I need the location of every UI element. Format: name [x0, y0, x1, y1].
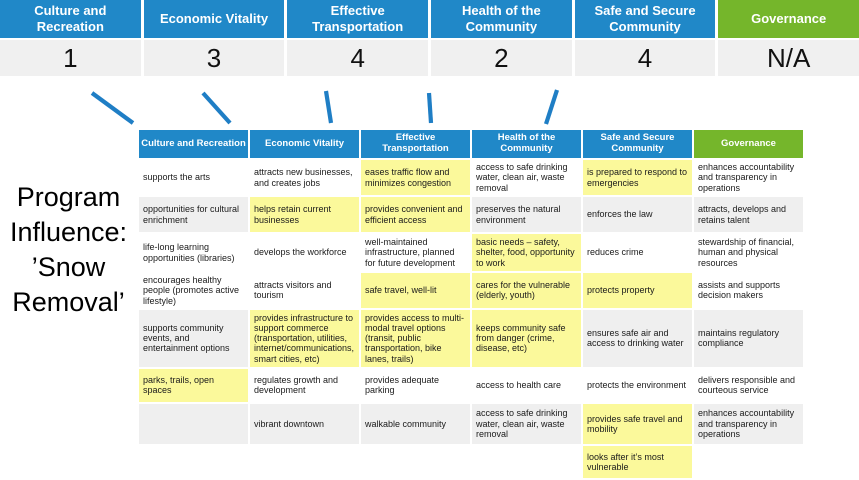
matrix-cell: walkable community	[360, 403, 471, 445]
matrix-cell: opportunities for cultural enrichment	[138, 196, 249, 233]
matrix-cell-highlighted: basic needs – safety, shelter, food, opportunity to work	[471, 233, 582, 272]
matrix-row-8	[138, 445, 804, 479]
matrix-cell: encourages healthy people (promotes active lifestyle)	[138, 272, 249, 309]
matrix-cell-highlighted: provides infrastructure to support commerce (transportation, utilities, internet/communications, smart cities, etc)	[249, 309, 360, 368]
matrix-cell: enforces the law	[582, 196, 693, 233]
matrix-cell: access to health care	[471, 368, 582, 403]
matrix-row-7	[138, 403, 804, 445]
matrix-cell-highlighted: eases traffic flow and minimizes congestion	[360, 159, 471, 196]
matrix-cell: access to safe drinking water, clean air, waste removal	[471, 403, 582, 445]
score-safe-and-secure-community: 4	[575, 40, 716, 76]
program-label-line: Influence:	[9, 217, 128, 248]
matrix-cell: supports the arts	[138, 159, 249, 196]
matrix-cell: attracts visitors and tourism	[249, 272, 360, 309]
matrix-body	[138, 159, 804, 479]
score-band	[0, 40, 859, 76]
matrix-cell: regulates growth and development	[249, 368, 360, 403]
matrix-row-2	[138, 196, 804, 233]
matrix-cell: enhances accountability and transparency in operations	[693, 403, 804, 445]
matrix-row-1	[138, 159, 804, 196]
score-effective-transportation: 4	[287, 40, 428, 76]
matrix-cell-highlighted: cares for the vulnerable (elderly, youth)	[471, 272, 582, 309]
score-health-of-the-community: 2	[431, 40, 572, 76]
matrix-column-header-health-of-the-community: Health of the Community	[471, 129, 582, 159]
score-culture-and-recreation: 1	[0, 40, 141, 76]
influence-arrow-5	[546, 90, 557, 124]
matrix-cell	[138, 403, 249, 445]
matrix-column-header-culture-and-recreation: Culture and Recreation	[138, 129, 249, 159]
matrix-row-6	[138, 368, 804, 403]
matrix-cell	[249, 445, 360, 479]
matrix-cell-highlighted: looks after it’s most vulnerable	[582, 445, 693, 479]
program-label-line: ’Snow	[31, 252, 106, 283]
matrix-cell: provides adequate parking	[360, 368, 471, 403]
matrix-header	[138, 129, 804, 159]
matrix-cell: develops the workforce	[249, 233, 360, 272]
matrix-cell: enhances accountability and transparency in operations	[693, 159, 804, 196]
matrix-cell: stewardship of financial, human and physical resources	[693, 233, 804, 272]
matrix-cell: ensures safe air and access to drinking water	[582, 309, 693, 368]
matrix-cell: vibrant downtown	[249, 403, 360, 445]
matrix-cell: attracts new businesses, and creates jobs	[249, 159, 360, 196]
matrix-row-4	[138, 272, 804, 309]
matrix-cell-highlighted: provides access to multi-modal travel options (transit, public transportation, bike lanes, trails)	[360, 309, 471, 368]
influence-arrow-4	[429, 93, 431, 123]
category-header-health-of-the-community: Health of the Community	[431, 0, 572, 38]
matrix-column-header-safe-and-secure-community: Safe and Secure Community	[582, 129, 693, 159]
matrix-cell: supports community events, and entertainment options	[138, 309, 249, 368]
matrix-cell: delivers responsible and courteous service	[693, 368, 804, 403]
matrix-cell-highlighted: helps retain current businesses	[249, 196, 360, 233]
matrix-cell	[471, 445, 582, 479]
matrix-cell: life-long learning opportunities (libraries)	[138, 233, 249, 272]
matrix-cell: preserves the natural environment	[471, 196, 582, 233]
matrix-column-header-governance: Governance	[693, 129, 804, 159]
matrix-cell: protects the environment	[582, 368, 693, 403]
matrix-cell: reduces crime	[582, 233, 693, 272]
category-header-governance: Governance	[718, 0, 859, 38]
matrix-cell: attracts, develops and retains talent	[693, 196, 804, 233]
category-header-effective-transportation: Effective Transportation	[287, 0, 428, 38]
matrix-cell: well-maintained infrastructure, planned for future development	[360, 233, 471, 272]
influence-arrow-2	[203, 93, 230, 123]
matrix-row-3	[138, 233, 804, 272]
matrix-cell	[138, 445, 249, 479]
matrix-cell-highlighted: provides convenient and efficient access	[360, 196, 471, 233]
matrix-cell-highlighted: is prepared to respond to emergencies	[582, 159, 693, 196]
matrix-cell-highlighted: provides safe travel and mobility	[582, 403, 693, 445]
matrix-cell: assists and supports decision makers	[693, 272, 804, 309]
matrix-header-row	[138, 129, 804, 159]
category-header-culture-and-recreation: Culture and Recreation	[0, 0, 141, 38]
category-header-economic-vitality: Economic Vitality	[144, 0, 285, 38]
influence-arrow-1	[92, 93, 133, 123]
program-influence-label	[0, 180, 137, 320]
matrix-cell: maintains regulatory compliance	[693, 309, 804, 368]
influence-arrow-3	[326, 91, 331, 123]
matrix-cell	[360, 445, 471, 479]
matrix-column-header-economic-vitality: Economic Vitality	[249, 129, 360, 159]
influence-arrows	[0, 78, 859, 130]
score-economic-vitality: 3	[144, 40, 285, 76]
matrix-cell-highlighted: keeps community safe from danger (crime, disease, etc)	[471, 309, 582, 368]
category-header-safe-and-secure-community: Safe and Secure Community	[575, 0, 716, 38]
matrix-cell	[693, 445, 804, 479]
score-governance: N/A	[718, 40, 859, 76]
matrix-cell: access to safe drinking water, clean air, waste removal	[471, 159, 582, 196]
matrix-row-5	[138, 309, 804, 368]
influence-matrix-table	[137, 128, 805, 480]
program-label-line: Removal’	[12, 287, 125, 318]
matrix-cell-highlighted: safe travel, well-lit	[360, 272, 471, 309]
program-label-line: Program	[16, 182, 121, 212]
matrix-column-header-effective-transportation: Effective Transportation	[360, 129, 471, 159]
matrix-cell-highlighted: parks, trails, open spaces	[138, 368, 249, 403]
matrix-cell-highlighted: protects property	[582, 272, 693, 309]
category-header-band	[0, 0, 859, 38]
